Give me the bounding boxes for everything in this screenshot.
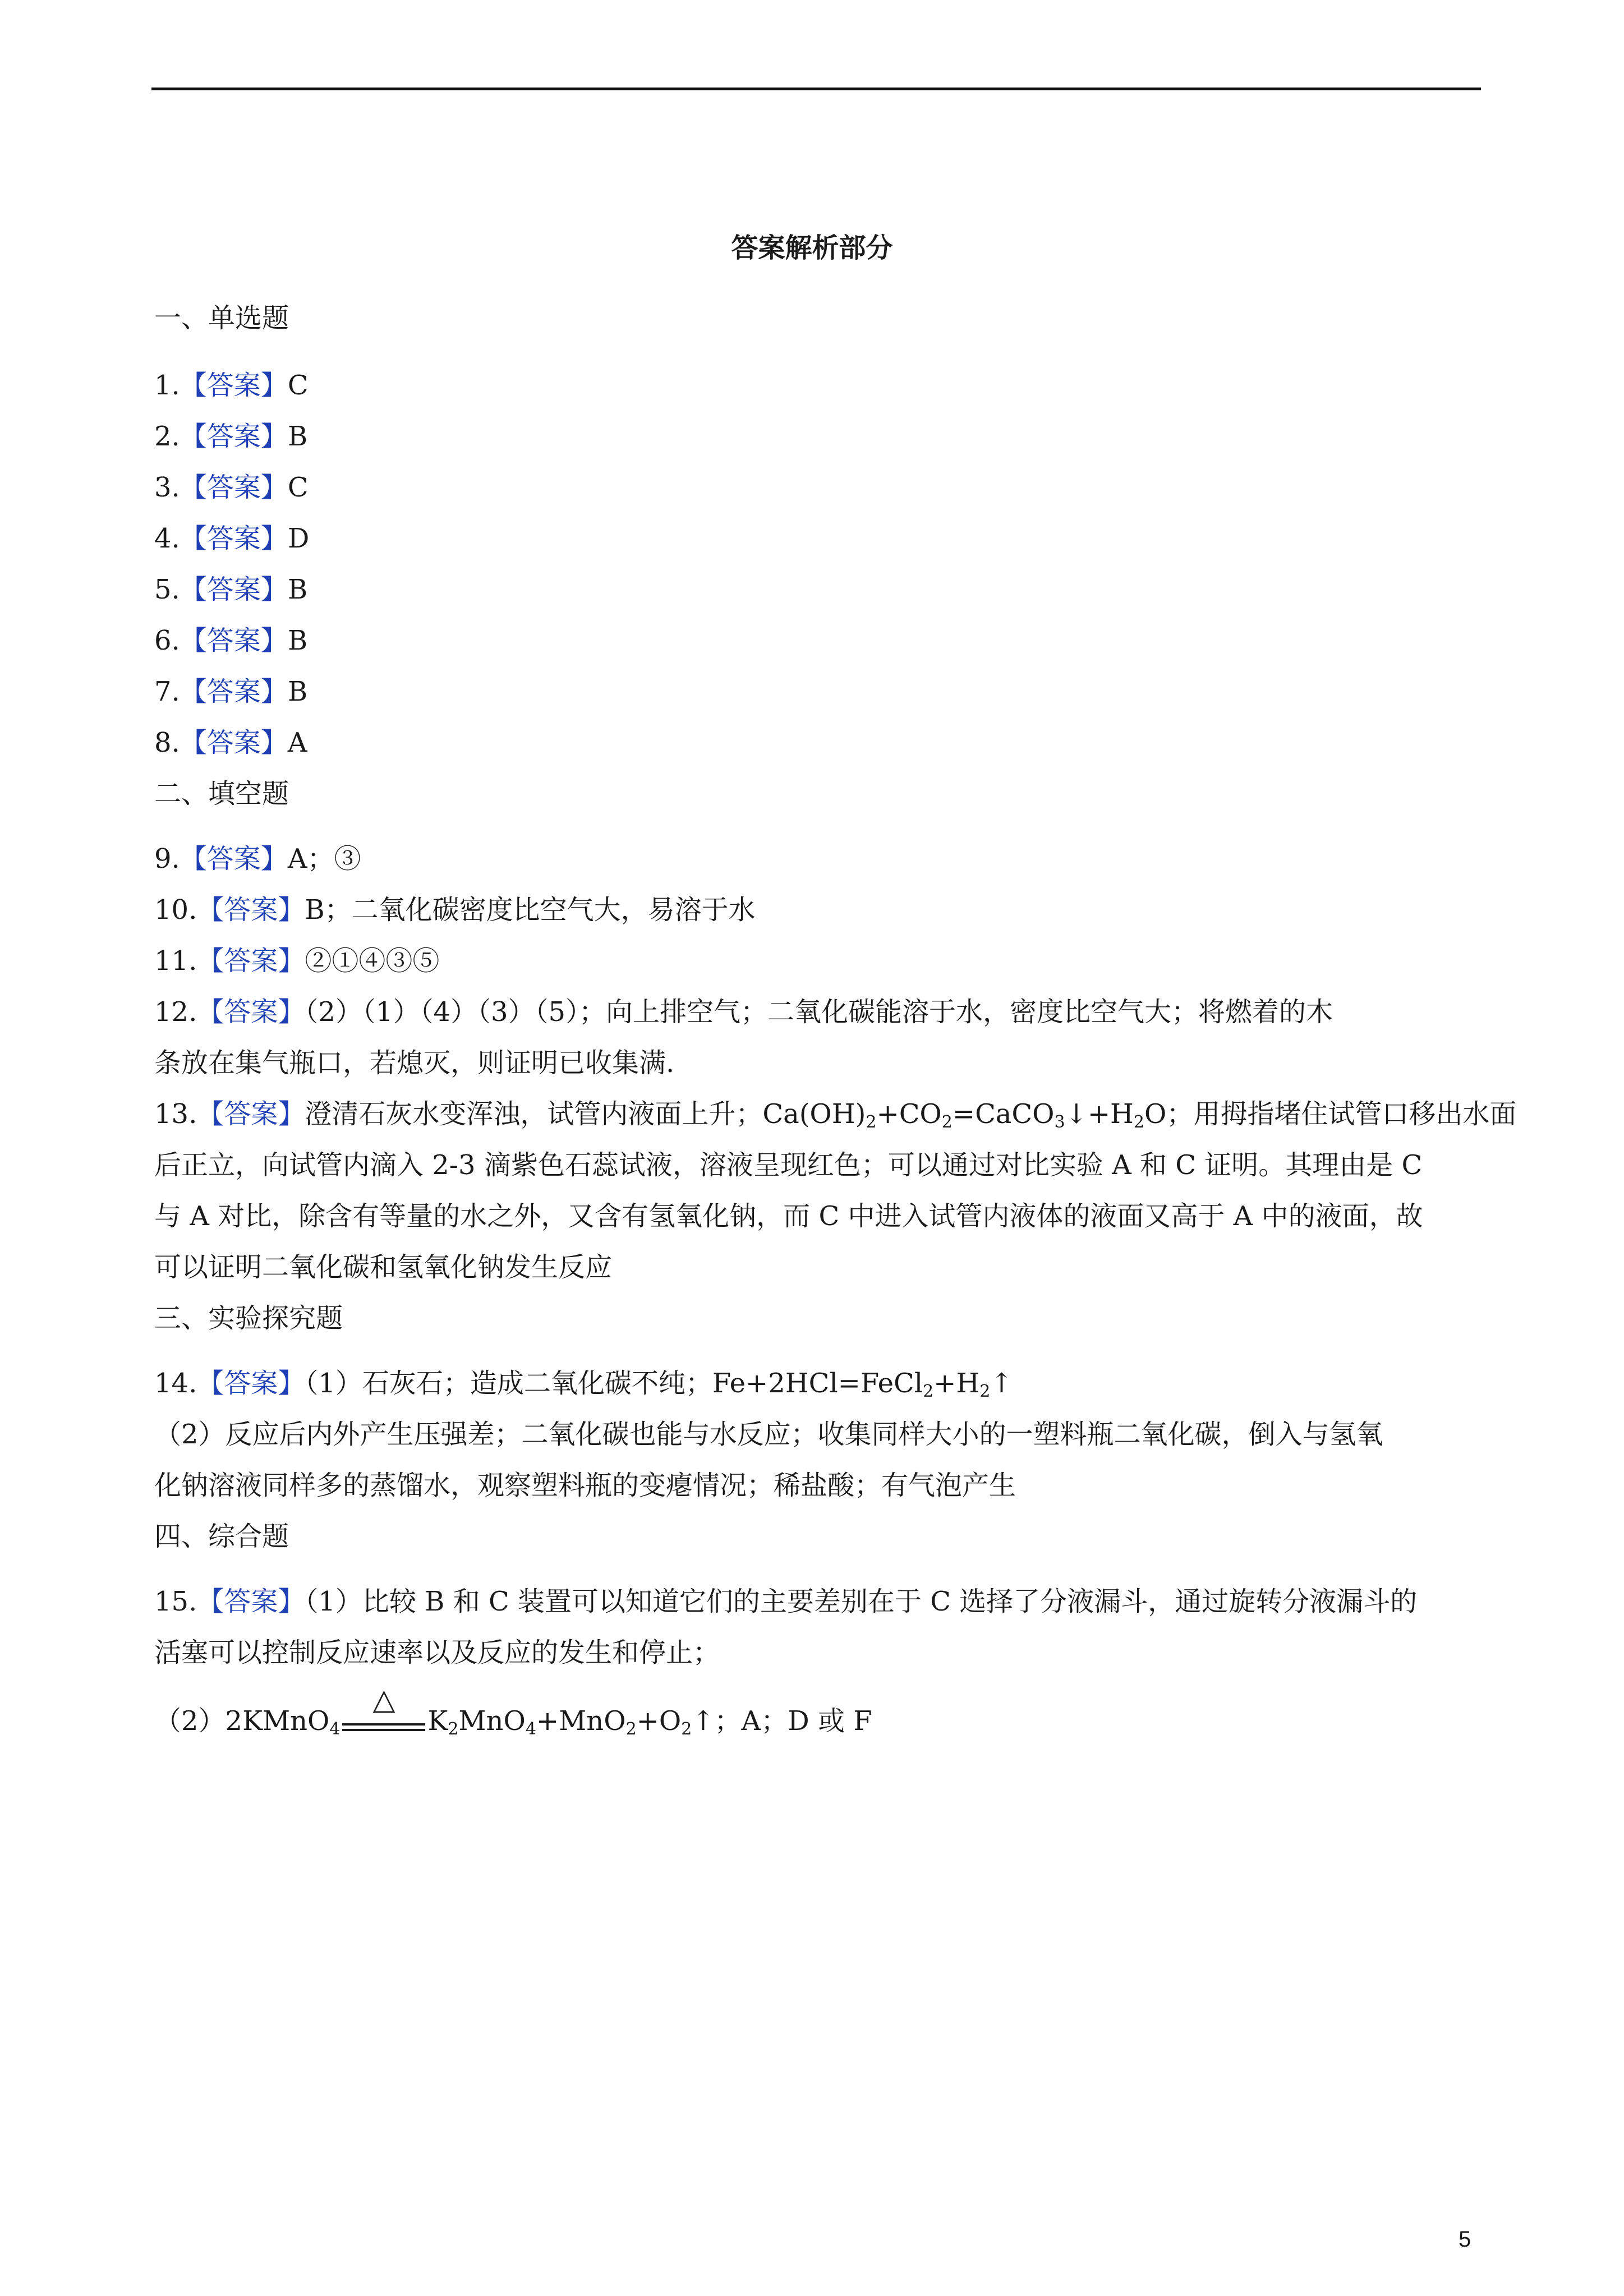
heating-condition-equals-sign — [342, 1683, 425, 1733]
answer-label: 【答案】 — [180, 421, 288, 452]
answer-label: 【答案】 — [180, 574, 288, 605]
answer-text: （2）2KMnO — [154, 1705, 330, 1737]
answer-line-2 — [154, 416, 307, 457]
answer-label: 【答案】 — [180, 843, 288, 875]
answer-text: +CO — [876, 1098, 942, 1130]
answer-line-1 — [154, 365, 309, 406]
answer-text: ②①④③⑤ — [305, 945, 440, 977]
section-heading-single-choice: 一、单选题 — [154, 302, 289, 334]
answer-text: B — [287, 421, 308, 452]
answer-text: A — [287, 727, 307, 758]
answer-text: （1）石灰石；造成二氧化碳不纯；Fe+2HCl=FeCl — [305, 1368, 923, 1399]
answer-line-6 — [154, 620, 307, 661]
question-number: 14. — [154, 1368, 197, 1399]
answer-label: 【答案】 — [197, 1098, 305, 1130]
subscript: 2 — [979, 1382, 991, 1401]
answer-text: +O — [636, 1705, 682, 1737]
answer-text: ↓+H — [1065, 1098, 1134, 1130]
answer-text: B；二氧化碳密度比空气大，易溶于水 — [305, 894, 756, 926]
question-number: 6. — [154, 625, 180, 656]
answer-text: （1）比较 B 和 C 装置可以知道它们的主要差别在于 C 选择了分液漏斗，通过旋转分液漏斗的 — [305, 1586, 1418, 1617]
answer-text: ↑ — [990, 1368, 1013, 1399]
page-title: 答案解析部分 — [731, 232, 893, 264]
question-number: 12. — [154, 996, 197, 1028]
question-number: 15. — [154, 1586, 197, 1617]
question-number: 11. — [154, 945, 197, 977]
answer-line-13-cont-1: 后正立，向试管内滴入 2-3 滴紫色石蕊试液，溶液呈现红色；可以通过对比实验 A 和 C 证明。其理由是 C — [154, 1149, 1423, 1181]
answer-line-15-equation — [154, 1683, 872, 1741]
answer-label: 【答案】 — [197, 1368, 305, 1399]
subscript: 2 — [1133, 1112, 1144, 1132]
answer-line-11 — [154, 940, 439, 982]
answer-line-7 — [154, 671, 307, 712]
answer-line-12-cont: 条放在集气瓶口，若熄灭，则证明已收集满. — [154, 1047, 675, 1079]
answer-line-15 — [154, 1581, 1417, 1622]
answer-text: K — [427, 1705, 448, 1737]
answer-label: 【答案】 — [197, 894, 305, 926]
answer-line-5 — [154, 569, 307, 610]
subscript: 3 — [1054, 1112, 1065, 1132]
answer-text: C — [287, 472, 309, 503]
section-heading-experiment: 三、实验探究题 — [154, 1303, 343, 1334]
answer-line-10 — [154, 889, 756, 931]
question-number: 13. — [154, 1098, 197, 1130]
equals-bar-bottom — [342, 1729, 425, 1731]
question-number: 1. — [154, 370, 180, 401]
answer-line-12 — [154, 991, 1333, 1033]
equals-bar-top — [342, 1723, 425, 1726]
answer-label: 【答案】 — [180, 523, 288, 554]
answer-text: O；用拇指堵住试管口移出水面 — [1144, 1098, 1517, 1130]
delta-icon: △ — [372, 1683, 395, 1717]
question-number: 10. — [154, 894, 197, 926]
answer-text: ↑；A；D 或 F — [692, 1705, 872, 1737]
section-heading-fill-blank: 二、填空题 — [154, 778, 289, 809]
answer-line-13-cont-3: 可以证明二氧化碳和氢氧化钠发生反应 — [154, 1251, 613, 1283]
subscript: 2 — [681, 1719, 692, 1739]
subscript: 2 — [941, 1112, 953, 1132]
subscript: 2 — [923, 1382, 934, 1401]
answer-text: +H — [933, 1368, 980, 1399]
answer-line-4 — [154, 518, 309, 559]
answer-text: （2）（1）（4）（3）（5）；向上排空气；二氧化碳能溶于水，密度比空气大；将燃着的木 — [305, 996, 1333, 1028]
answer-text: MnO — [458, 1705, 526, 1737]
answer-label: 【答案】 — [180, 370, 288, 401]
question-number: 8. — [154, 727, 180, 758]
answer-text: =CaCO — [952, 1098, 1055, 1130]
subscript: 2 — [625, 1719, 637, 1739]
answer-line-14-cont-2: 化钠溶液同样多的蒸馏水，观察塑料瓶的变瘪情况；稀盐酸；有气泡产生 — [154, 1470, 1016, 1501]
answer-line-14-cont-1: （2）反应后内外产生压强差；二氧化碳也能与水反应；收集同样大小的一塑料瓶二氧化碳，倒入与氢氧 — [154, 1419, 1383, 1450]
answer-line-13-cont-2: 与 A 对比，除含有等量的水之外，又含有氢氧化钠，而 C 中进入试管内液体的液面又高于 A 中的液面，故 — [154, 1200, 1423, 1232]
answer-label: 【答案】 — [197, 945, 305, 977]
answer-text: B — [287, 625, 308, 656]
subscript: 2 — [448, 1719, 459, 1739]
answer-label: 【答案】 — [180, 676, 288, 707]
answer-text: B — [287, 676, 308, 707]
answer-label: 【答案】 — [197, 996, 305, 1028]
header-rule — [151, 88, 1481, 90]
answer-line-14 — [154, 1363, 1013, 1404]
answer-text: 澄清石灰水变浑浊，试管内液面上升；Ca(OH) — [305, 1098, 866, 1130]
subscript: 4 — [329, 1719, 341, 1739]
answer-text: A；③ — [287, 843, 361, 875]
answer-line-8 — [154, 722, 307, 763]
answer-line-9 — [154, 838, 361, 880]
answer-text: D — [287, 523, 310, 554]
answer-label: 【答案】 — [180, 472, 288, 503]
question-number: 2. — [154, 421, 180, 452]
question-number: 4. — [154, 523, 180, 554]
answer-line-15-cont-1: 活塞可以控制反应速率以及反应的发生和停止； — [154, 1637, 720, 1668]
answer-label: 【答案】 — [197, 1586, 305, 1617]
question-number: 3. — [154, 472, 180, 503]
question-number: 7. — [154, 676, 180, 707]
subscript: 4 — [525, 1719, 536, 1739]
answer-label: 【答案】 — [180, 727, 288, 758]
question-number: 5. — [154, 574, 180, 605]
answer-label: 【答案】 — [180, 625, 288, 656]
answer-text: +MnO — [536, 1705, 626, 1737]
answer-line-13 — [154, 1093, 1516, 1135]
answer-line-3 — [154, 467, 309, 508]
page-number: 5 — [1459, 2227, 1471, 2252]
answer-text: C — [287, 370, 309, 401]
subscript: 2 — [866, 1112, 877, 1132]
answer-text: B — [287, 574, 308, 605]
section-heading-comprehensive: 四、综合题 — [154, 1521, 289, 1552]
question-number: 9. — [154, 843, 180, 875]
